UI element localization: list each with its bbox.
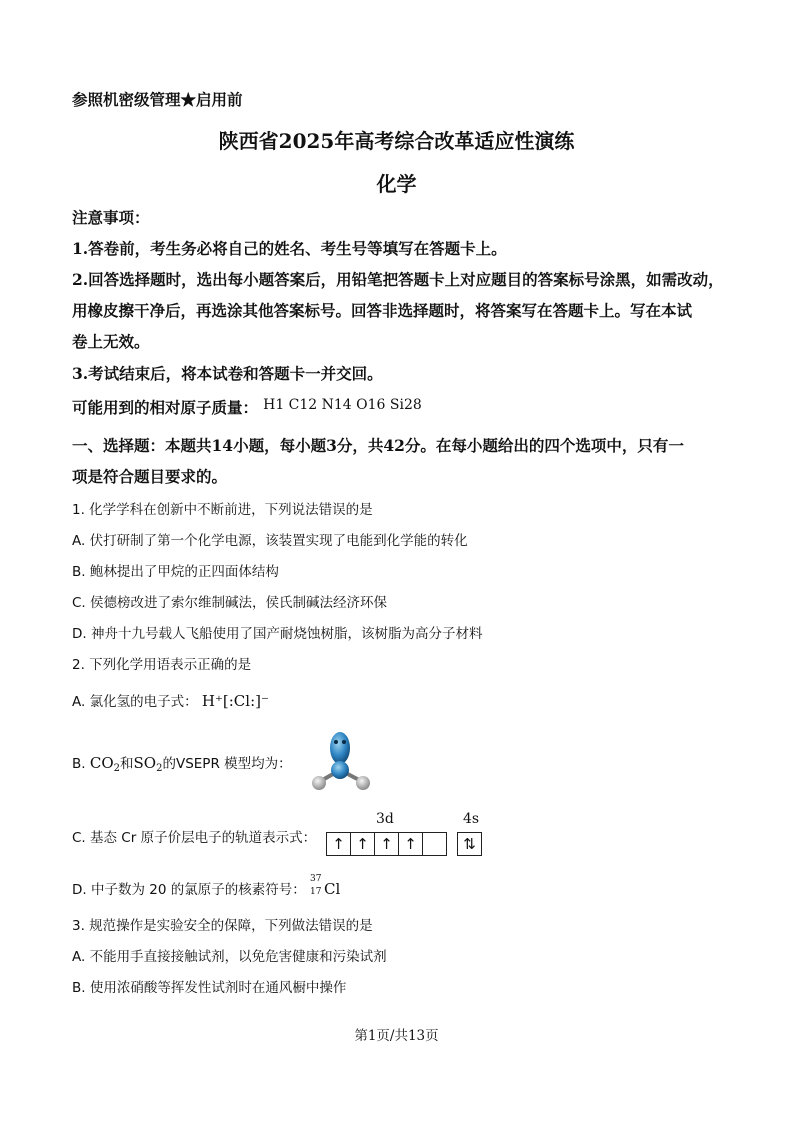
q2-option-c-label: C. 基态 Cr 原子价层电子的轨道表示式： (72, 830, 317, 846)
note-2a: 2.回答选择题时，选出每小题答案后，用铅笔把答题卡上对应题目的答案标号涂黑，如需改动， (72, 270, 724, 289)
page-number: 第1页/共13页 (354, 1028, 439, 1044)
atomic-number: 17 (310, 887, 322, 897)
q2-option-b (72, 752, 292, 772)
q2-option-b-label: B. (72, 756, 86, 772)
nuclide-symbol: Cl (324, 880, 341, 898)
q2-option-a-label: A. 氯化氢的电子式： (72, 694, 198, 710)
orbital-3d-box (423, 833, 446, 855)
q1-option-b: B. 鲍林提出了甲烷的正四面体结构 (72, 564, 279, 580)
mass-number: 37 (310, 874, 322, 884)
note-3: 3.考试结束后，将本试卷和答题卡一并交回。 (72, 364, 383, 383)
q3-option-b: B. 使用浓硝酸等挥发性试剂时在通风橱中操作 (72, 980, 347, 996)
atomic-mass-values: H1 C12 N14 O16 Si28 (263, 397, 422, 413)
exam-title: 陕西省2025年高考综合改革适应性演练 (218, 129, 575, 153)
q2-option-a (72, 690, 269, 710)
q2-option-c (72, 826, 316, 846)
orbital-4s-arrow: ⇅ (463, 835, 476, 853)
so2-formula: $SO_2$ (133, 754, 163, 774)
q1-option-a: A. 伏打研制了第一个化学电源，该装置实现了电能到化学能的转化 (72, 533, 468, 549)
notes-heading: 注意事项： (72, 208, 150, 227)
q1-option-c: C. 侯德榜改进了索尔维制碱法，侯氏制碱法经济环保 (72, 595, 388, 611)
hcl-electron-formula: H⁺[:Cl:]⁻ (201, 692, 269, 710)
note-2c: 卷上无效。 (72, 332, 150, 351)
nuclide-numbers (310, 874, 324, 900)
section-1-heading-b: 项是符合题目要求的。 (72, 467, 228, 486)
confidential-label: 参照机密级管理★启用前 (72, 90, 243, 109)
q2-option-d-label: D. 中子数为 20 的氯原子的核素符号： (72, 882, 306, 898)
q2-option-b-tail: 的VSEPR 模型均为： (162, 756, 292, 772)
orbital-3d-boxes (326, 832, 447, 856)
orbital-3d-box: ↑ (327, 833, 351, 855)
vsepr-model-icon (306, 730, 374, 796)
q2-stem: 2. 下列化学用语表示正确的是 (72, 657, 252, 673)
atomic-mass-label: 可能用到的相对原子质量： (72, 398, 259, 417)
q3-stem: 3. 规范操作是实验安全的保障，下列做法错误的是 (72, 918, 373, 934)
co2-formula: $CO_2$ (89, 754, 121, 774)
orbital-label-3d: 3d (376, 811, 394, 827)
orbital-3d-box: ↑ (351, 833, 375, 855)
q1-stem: 1. 化学学科在创新中不断前进，下列说法错误的是 (72, 502, 373, 518)
note-2b: 用橡皮擦干净后，再选涂其他答案标号。回答非选择题时，将答案写在答题卡上。写在本试 (72, 301, 693, 320)
q1-option-d: D. 神舟十九号载人飞船使用了国产耐烧蚀树脂，该树脂为高分子材料 (72, 626, 483, 642)
orbital-3d-box: ↑ (399, 833, 423, 855)
subject-title: 化学 (376, 172, 417, 196)
orbital-3d-box: ↑ (375, 833, 399, 855)
orbital-label-4s: 4s (463, 811, 480, 827)
section-1-heading-a: 一、选择题：本题共14小题，每小题3分，共42分。在每小题给出的四个选项中，只有一 (72, 436, 684, 455)
atomic-mass-line (72, 396, 422, 418)
q3-option-a: A. 不能用手直接接触试剂，以免危害健康和污染试剂 (72, 949, 387, 965)
note-1: 1.答卷前，考生务必将自己的姓名、考生号等填写在答题卡上。 (72, 239, 507, 258)
q2-option-d (72, 874, 341, 900)
q2-option-b-and: 和 (120, 756, 134, 772)
orbital-4s-box (457, 832, 482, 856)
